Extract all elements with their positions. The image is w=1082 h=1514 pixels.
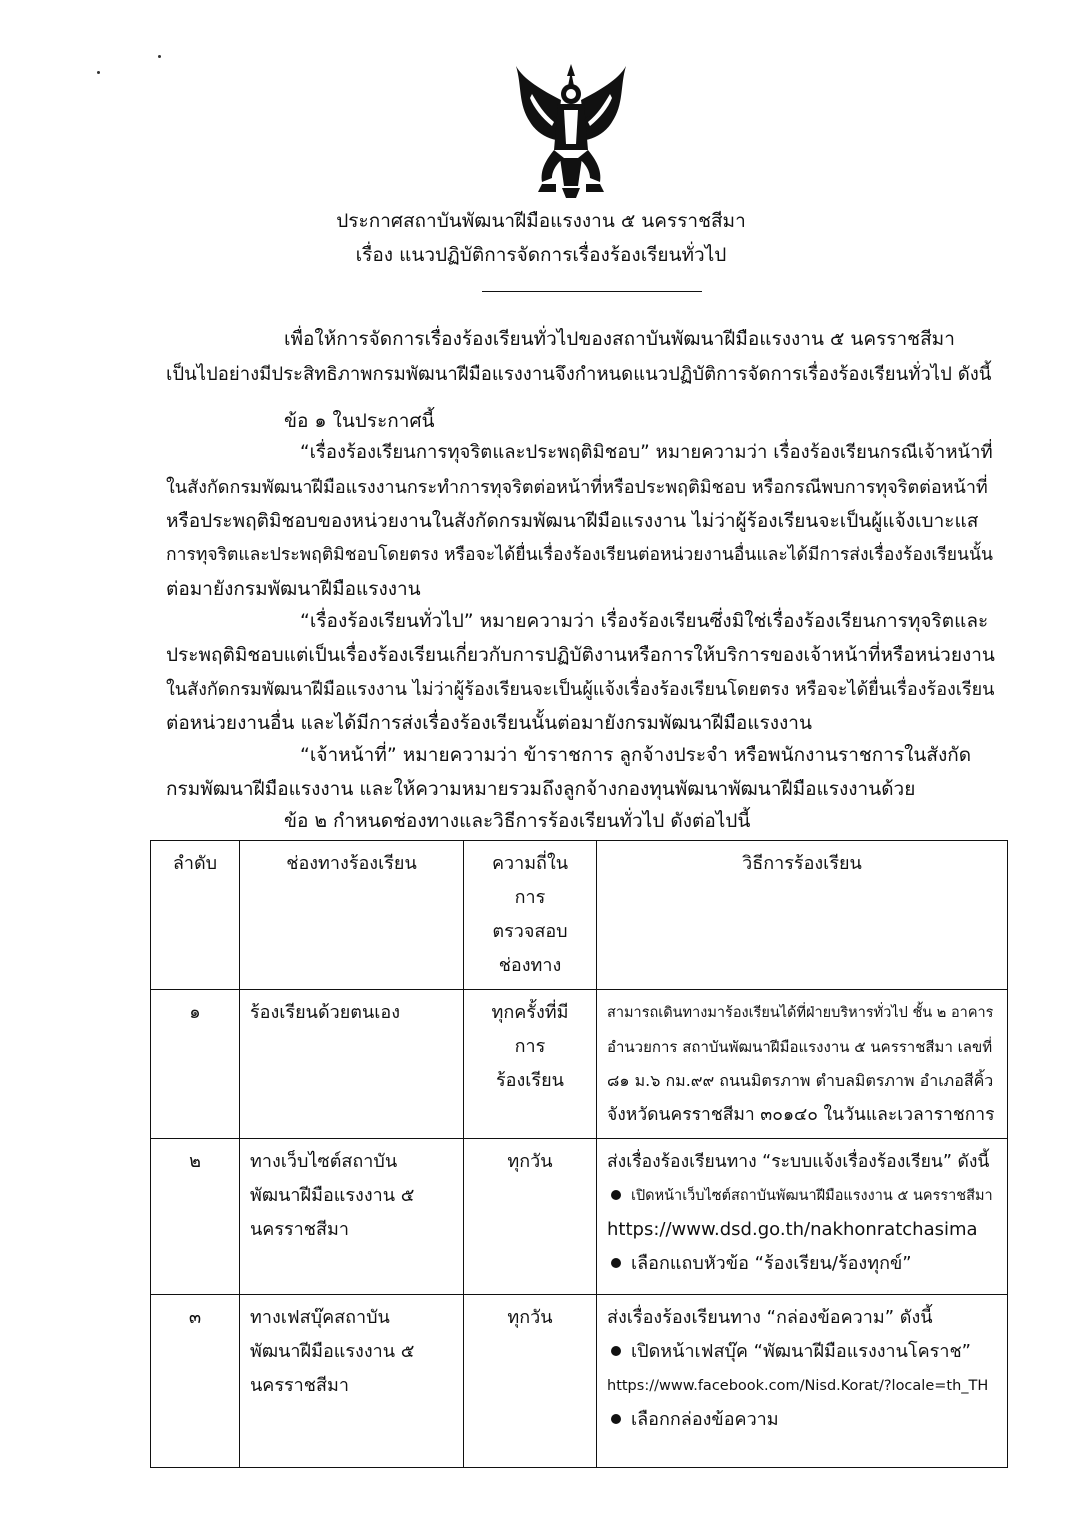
row-channel: ร้องเรียนด้วยตนเอง xyxy=(240,990,464,1139)
bullet-icon xyxy=(611,1414,621,1424)
bullet-icon xyxy=(611,1346,621,1356)
definition-line: ในสังกัดกรมพัฒนาฝีมือแรงงาน ไม่ว่าผู้ร้องเรียนจะเป็นผู้แจ้งเรื่องร้องเรียนโดยตรง หรือจะได้ยื่นเรื่องร้องเรียน xyxy=(166,679,995,700)
row-method: สามารถเดินทางมาร้องเรียนได้ที่ฝ่ายบริหารทั่วไป ชั้น ๒ อาคาร อำนวยการ สถาบันพัฒนาฝีมือแรงงาน ๕ นครราชสีมา เลขที่ ๘๑ ม.๖ กม.๙๙ ถนนมิตรภาพ ตำบลมิตรภาพ อำเภอสีคิ้ว จังหวัดนครราชสีมา ๓๐๑๔๐ ในวันและเวลาราชการ xyxy=(597,990,1008,1139)
row-channel: ทางเฟสบุ๊คสถาบัน พัฒนาฝีมือแรงงาน ๕ นครราชสีมา xyxy=(240,1295,464,1468)
bullet-icon xyxy=(611,1190,621,1200)
clause-heading: ข้อ ๑ ในประกาศนี้ xyxy=(284,410,435,432)
table-row xyxy=(151,1139,1008,1295)
scan-speck xyxy=(158,55,161,58)
bullet-item: เลือกแถบหัวข้อ “ร้องเรียน/ร้องทุกข์” xyxy=(607,1247,997,1281)
intro-line: เป็นไปอย่างมีประสิทธิภาพกรมพัฒนาฝีมือแรงงานจึงกำหนดแนวปฏิบัติการจัดการเรื่องร้องเรียนทั่วไป ดังนี้ xyxy=(166,364,992,385)
title-divider xyxy=(482,291,702,292)
table-header-row xyxy=(151,841,1008,990)
bullet-item: เปิดหน้าเฟสบุ๊ค “พัฒนาฝีมือแรงงานโคราช” xyxy=(607,1335,997,1369)
row-method: ส่งเรื่องร้องเรียนทาง “กล่องข้อความ” ดังนี้ เปิดหน้าเฟสบุ๊ค “พัฒนาฝีมือแรงงานโคราช” https://www.facebook.com/Nisd.Korat/?locale=th_TH เลือกกล่องข้อความ xyxy=(597,1295,1008,1468)
bullet-item: เลือกกล่องข้อความ xyxy=(607,1403,997,1437)
row-frequency: ทุกวัน xyxy=(464,1295,597,1468)
table-row xyxy=(151,1295,1008,1468)
announcement-subject: เรื่อง แนวปฏิบัติการจัดการเรื่องร้องเรียนทั่วไป xyxy=(355,244,727,266)
clause-heading: ข้อ ๒ กำหนดช่องทางและวิธีการร้องเรียนทั่วไป ดังต่อไปนี้ xyxy=(284,810,751,832)
row-frequency: ทุกครั้งที่มี การ ร้องเรียน xyxy=(464,990,597,1139)
row-method: ส่งเรื่องร้องเรียนทาง “ระบบแจ้งเรื่องร้องเรียน” ดังนี้ เปิดหน้าเว็บไซต์สถาบันพัฒนาฝีมือแรงงาน ๕ นครราชสีมา https://www.dsd.go.th/nakhonratchasima เลือกแถบหัวข้อ “ร้องเรียน/ร้องทุกข์” xyxy=(597,1139,1008,1295)
definition-line: ในสังกัดกรมพัฒนาฝีมือแรงงานกระทำการทุจริตต่อหน้าที่หรือประพฤติมิชอบ หรือกรณีพบการทุจริตต่อหน้าที่ xyxy=(166,477,988,498)
header-channel: ช่องทางร้องเรียน xyxy=(240,841,464,990)
website-link[interactable]: https://www.dsd.go.th/nakhonratchasima xyxy=(607,1219,978,1240)
definition-line: หรือประพฤติมิชอบของหน่วยงานในสังกัดกรมพัฒนาฝีมือแรงงาน ไม่ว่าผู้ร้องเรียนจะเป็นผู้แจ้งเบาะแส xyxy=(166,510,979,532)
bullet-item: เปิดหน้าเว็บไซต์สถาบันพัฒนาฝีมือแรงงาน ๕ นครราชสีมา xyxy=(607,1179,997,1213)
header-method: วิธีการร้องเรียน xyxy=(597,841,1008,990)
header-no: ลำดับ xyxy=(151,841,240,990)
facebook-link[interactable]: https://www.facebook.com/Nisd.Korat/?locale=th_TH xyxy=(607,1378,989,1394)
row-frequency: ทุกวัน xyxy=(464,1139,597,1295)
definition-line: กรมพัฒนาฝีมือแรงงาน และให้ความหมายรวมถึงลูกจ้างกองทุนพัฒนาพัฒนาฝีมือแรงงานด้วย xyxy=(166,778,916,800)
table-row xyxy=(151,990,1008,1139)
definition-line: “เรื่องร้องเรียนทั่วไป” หมายความว่า เรื่องร้องเรียนซึ่งมิใช่เรื่องร้องเรียนการทุจริตและ xyxy=(300,610,989,632)
announcement-title: ประกาศสถาบันพัฒนาฝีมือแรงงาน ๕ นครราชสีมา xyxy=(336,210,746,232)
row-channel: ทางเว็บไซต์สถาบัน พัฒนาฝีมือแรงงาน ๕ นครราชสีมา xyxy=(240,1139,464,1295)
bullet-icon xyxy=(611,1258,621,1268)
definition-line: ต่อมายังกรมพัฒนาฝีมือแรงงาน xyxy=(166,578,421,600)
definition-line: “เจ้าหน้าที่” หมายความว่า ข้าราชการ ลูกจ้างประจำ หรือพนักงานราชการในสังกัด xyxy=(300,744,972,766)
complaint-channels-table xyxy=(150,840,1008,1468)
definition-line: ต่อหน่วยงานอื่น และได้มีการส่งเรื่องร้องเรียนนั้นต่อมายังกรมพัฒนาฝีมือแรงงาน xyxy=(166,712,812,734)
garuda-emblem-icon xyxy=(512,60,630,200)
row-no: ๒ xyxy=(151,1139,240,1295)
definition-line: “เรื่องร้องเรียนการทุจริตและประพฤติมิชอบ” หมายความว่า เรื่องร้องเรียนกรณีเจ้าหน้าที่ xyxy=(300,442,993,463)
intro-line: เพื่อให้การจัดการเรื่องร้องเรียนทั่วไปของสถาบันพัฒนาฝีมือแรงงาน ๕ นครราชสีมา xyxy=(284,328,955,350)
header-frequency: ความถี่ใน การ ตรวจสอบ ช่องทาง xyxy=(464,841,597,990)
scan-speck xyxy=(97,71,100,74)
definition-line: การทุจริตและประพฤติมิชอบโดยตรง หรือจะได้ยื่นเรื่องร้องเรียนต่อหน่วยงานอื่นและได้มีการส่งเรื่องร้องเรียนนั้น xyxy=(166,545,993,565)
row-no: ๑ xyxy=(151,990,240,1139)
row-no: ๓ xyxy=(151,1295,240,1468)
definition-line: ประพฤติมิชอบแต่เป็นเรื่องร้องเรียนเกี่ยวกับการปฏิบัติงานหรือการให้บริการของเจ้าหน้าที่หรือหน่วยงาน xyxy=(166,644,995,666)
